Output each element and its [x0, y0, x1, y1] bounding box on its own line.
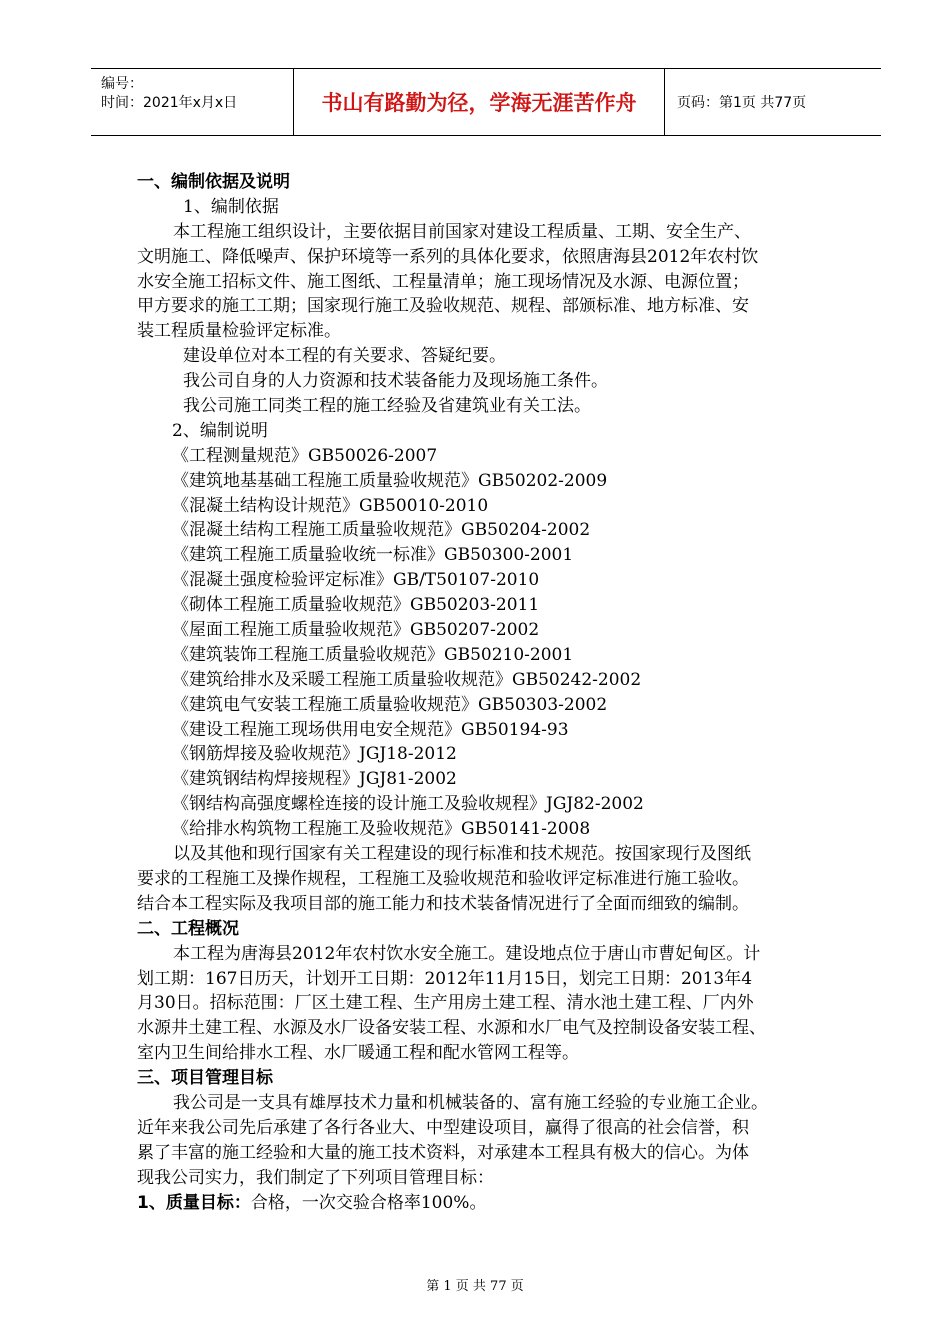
paragraph-line: 我公司施工同类工程的施工经验及省建筑业有关工法。 — [183, 396, 591, 417]
paragraph-line: 以及其他和现行国家有关工程建设的现行标准和技术规范。按国家现行及图纸 — [173, 844, 751, 865]
subheading: 2、编制说明 — [172, 420, 268, 441]
header-info-cell — [91, 69, 294, 135]
standard-item: 《建筑电气安装工程施工质量验收规范》GB50303-2002 — [172, 694, 608, 715]
standard-item: 《建筑装饰工程施工质量验收规范》GB50210-2001 — [172, 644, 574, 665]
quality-target-label: 1、质量目标： — [137, 1192, 251, 1213]
standard-item: 《砌体工程施工质量验收规范》GB50203-2011 — [172, 595, 540, 616]
paragraph-line: 累了丰富的施工经验和大量的施工技术资料，对承建本工程具有极大的信心。为体 — [137, 1142, 749, 1163]
paragraph-line: 水安全施工招标文件、施工图纸、工程量清单；施工现场情况及水源、电源位置； — [137, 271, 749, 292]
header-table — [91, 68, 881, 136]
quality-target — [137, 1191, 857, 1216]
standard-item: 《屋面工程施工质量验收规范》GB50207-2002 — [172, 620, 540, 641]
standard-item: 《建筑工程施工质量验收统一标准》GB50300-2001 — [172, 545, 574, 566]
paragraph-line: 本工程为唐海县2012年农村饮水安全施工。建设地点位于唐山市曹妃甸区。计 — [173, 943, 761, 964]
paragraph-line: 装工程质量检验评定标准。 — [137, 321, 341, 342]
date-label: 时间：2021年x月x日 — [101, 95, 238, 111]
standard-item: 《给排水构筑物工程施工及验收规范》GB50141-2008 — [172, 819, 591, 840]
standard-item: 《混凝土结构设计规范》GB50010-2010 — [172, 495, 489, 516]
standard-item: 《建筑给排水及采暖工程施工质量验收规范》GB50242-2002 — [172, 669, 642, 690]
paragraph-line: 划工期：167日历天，计划开工日期：2012年11月15日，划完工日期：2013年4 — [137, 968, 753, 989]
paragraph-line: 月30日。招标范围：厂区土建工程、生产用房土建工程、清水池土建工程、厂内外 — [137, 993, 754, 1014]
page-footer: 第 1 页 共 77 页 — [426, 1279, 524, 1294]
page-label: 页码：第1页 共77页 — [677, 95, 807, 111]
paragraph-line: 室内卫生间给排水工程、水厂暖通工程和配水管网工程等。 — [137, 1043, 579, 1064]
paragraph-line: 本工程施工组织设计，主要依据目前国家对建设工程质量、工期、安全生产、 — [173, 221, 751, 242]
paragraph-line: 结合本工程实际及我项目部的施工能力和技术装备情况进行了全面而细致的编制。 — [137, 893, 749, 914]
standard-item: 《钢筋焊接及验收规范》JGJ18-2012 — [172, 744, 457, 765]
paragraph-line: 现我公司实力，我们制定了下列项目管理目标： — [137, 1167, 494, 1188]
standard-item: 《混凝土结构工程施工质量验收规范》GB50204-2002 — [172, 520, 591, 541]
paragraph-line: 我公司自身的人力资源和技术装备能力及现场施工条件。 — [183, 371, 608, 392]
paragraph-line: 甲方要求的施工工期；国家现行施工及验收规范、规程、部颁标准、地方标准、安 — [137, 296, 749, 317]
paragraph-line: 文明施工、降低噪声、保护环境等一系列的具体化要求，依照唐海县2012年农村饮 — [137, 246, 759, 267]
standard-item: 《建设工程施工现场供用电安全规范》GB50194-93 — [172, 719, 569, 740]
section-heading: 一、编制依据及说明 — [137, 172, 290, 192]
motto: 书山有路勤为径，学海无涯苦作舟 — [294, 69, 665, 135]
standard-item: 《混凝土强度检验评定标准》GB/T50107-2010 — [172, 570, 540, 591]
section-heading: 三、项目管理目标 — [137, 1068, 273, 1089]
paragraph-line: 要求的工程施工及操作规程，工程施工及验收规范和验收评定标准进行施工验收。 — [137, 868, 749, 889]
standard-item: 《建筑钢结构焊接规程》JGJ81-2002 — [172, 769, 457, 790]
paragraph-line: 建设单位对本工程的有关要求、答疑纪要。 — [183, 346, 506, 367]
subheading: 1、编制依据 — [183, 196, 279, 217]
paragraph-line: 水源井土建工程、水源及水厂设备安装工程、水源和水厂电气及控制设备安装工程、 — [137, 1018, 766, 1039]
paragraph-line: 我公司是一支具有雄厚技术力量和机械装备的、富有施工经验的专业施工企业。 — [173, 1092, 768, 1113]
number-label: 编号： — [101, 76, 143, 92]
standard-item: 《钢结构高强度螺栓连接的设计施工及验收规程》JGJ82-2002 — [172, 794, 644, 815]
quality-target-text: 合格，一次交验合格率100%。 — [250, 1192, 487, 1213]
paragraph-line: 近年来我公司先后承建了各行各业大、中型建设项目，赢得了很高的社会信誉，积 — [137, 1117, 749, 1138]
standard-item: 《建筑地基基础工程施工质量验收规范》GB50202-2009 — [172, 470, 608, 491]
standard-item: 《工程测量规范》GB50026-2007 — [172, 445, 438, 466]
document-body — [137, 170, 857, 1215]
section-heading: 二、工程概况 — [137, 918, 239, 939]
